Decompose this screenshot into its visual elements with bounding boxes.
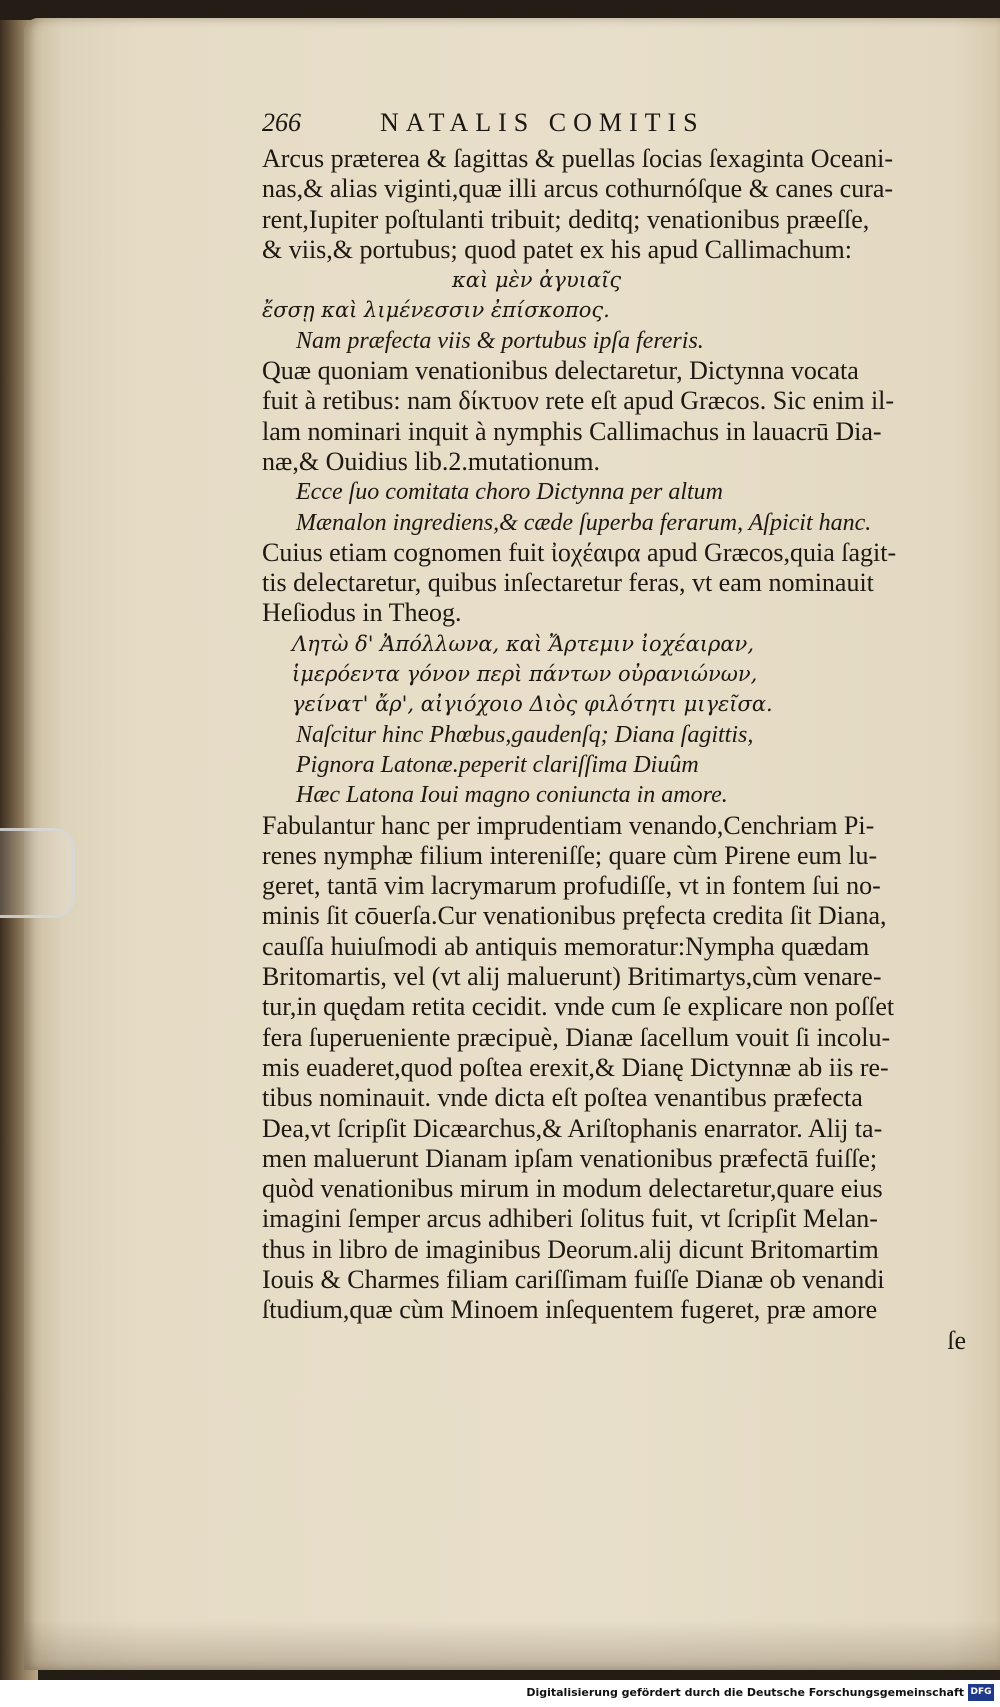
- text-line: Fabulantur hanc per imprudentiam venando,Cenchriam Pi-: [262, 810, 875, 840]
- text-line: rent,Iupiter poſtulanti tribuit; deditq; venationibus præeſſe,: [262, 204, 870, 234]
- text-line: næ,& Ouidius lib.2.mutationum.: [262, 446, 601, 476]
- page-shadow: [24, 1620, 1000, 1670]
- text-line: renes nymphæ filium intereniſſe; quare cùm Pirene eum lu-: [262, 840, 878, 870]
- running-head: NATALIS COMITIS: [380, 108, 705, 137]
- body-text: [262, 144, 972, 1356]
- text-line: Cuius etiam cognomen fuit ἰοχέαιρα apud Græcos,quia ſagit-: [262, 537, 897, 567]
- verse-line: Hæc Latona Ioui magno coniuncta in amore.: [296, 782, 728, 809]
- text-line: geret, tantā vim lacrymarum profudiſſe, vt in fontem ſui no-: [262, 871, 881, 901]
- greek-line: ἔσσῃ καὶ λιμένεσσιν ἐπίσκοπος.: [262, 298, 610, 323]
- text-line: Quæ quoniam venationibus delectaretur, Dictynna vocata: [262, 356, 859, 386]
- verse-line: Ecce ſuo comitata choro Dictynna per altum: [296, 479, 724, 506]
- text-line: cauſſa huiuſmodi ab antiquis memoratur:Nympha quædam: [262, 931, 870, 961]
- text-line: minis ſit cōuerſa.Cur venationibus pręfecta credita ſit Diana,: [262, 901, 887, 931]
- text-line: quòd venationibus mirum in modum delectaretur,quare eius: [262, 1174, 883, 1204]
- greek-line: ἱμερόεντα γόνον περὶ πάντων οὐρανιώνων,: [292, 662, 758, 687]
- greek-line: Λητὼ δ' Ἀπόλλωνα, καὶ Ἄρτεμιν ἰοχέαιραν,: [292, 631, 754, 656]
- page-header: [262, 108, 822, 142]
- text-line: imagini ſemper arcus adhiberi ſolitus fuit, vt ſcripſit Melan-: [262, 1204, 878, 1234]
- text-line: thus in libro de imaginibus Deorum.alij dicunt Britomartim: [262, 1234, 879, 1264]
- text-line: fuit à retibus: nam δίκτυον rete eſt apud Græcos. Sic enim il-: [262, 386, 895, 416]
- text-line: ſtudium,quæ cùm Minoem inſequentem fugeret, præ amore: [262, 1295, 878, 1325]
- text-line: nas,& alias viginti,quæ illi arcus cothurnóſque & canes cura-: [262, 174, 894, 204]
- text-line: Iouis & Charmes filiam cariſſimam fuiſſe Dianæ ob venandi: [262, 1264, 885, 1294]
- greek-line: γείνατ' ἄρ', αἰγιόχοιο Διὸς φιλότητι μιγεῖσα.: [292, 692, 773, 717]
- text-line: Dea,vt ſcripſit Dicæarchus,& Ariſtophanis enarrator. Alij ta-: [262, 1113, 883, 1143]
- greek-line: καὶ μὲν ἀγυιαῖς: [452, 268, 622, 293]
- verse-line: Naſcitur hinc Phœbus,gaudenſq; Diana ſagittis,: [296, 721, 754, 748]
- text-line: tis delectaretur, quibus inſectaretur feras, vt eam nominauit: [262, 568, 874, 598]
- dfg-logo: DFG: [968, 1684, 994, 1701]
- text-line: lam nominari inquit à nymphis Callimachus in lauacrū Dia-: [262, 416, 882, 446]
- footer-credit: Digitalisierung gefördert durch die Deutsche Forschungsgemeinschaft: [526, 1686, 964, 1699]
- text-line: tibus nominauit. vnde dicta eſt poſtea venantibus præfecta: [262, 1083, 863, 1113]
- text-line: men maluerunt Dianam ipſam venationibus præfectā fuiſſe;: [262, 1143, 878, 1173]
- text-line: Arcus præterea & ſagittas & puellas ſocias ſexaginta Oceani-: [262, 144, 893, 173]
- text-line: tur,in quędam retita cecidit. vnde cum ſe explicare non poſſet: [262, 992, 895, 1022]
- text-line: mis euaderet,quod poſtea erexit,& Dianę Dictynnæ ab iis re-: [262, 1052, 889, 1082]
- text-line: Britomartis, vel (vt alij maluerunt) Britimartys,cùm venare-: [262, 962, 882, 992]
- text-line: & viis,& portubus; quod patet ex his apud Callimachum:: [262, 234, 852, 264]
- verse-line: Pignora Latonæ.peperit clariſſima Diuûm: [296, 751, 699, 778]
- footer-bar: [0, 1680, 1000, 1707]
- verse-line: Mænalon ingrediens,& cæde ſuperba ferarum, Aſpicit hanc.: [296, 509, 872, 536]
- page-number: 266: [262, 108, 301, 137]
- page-clip: [0, 828, 75, 918]
- text-line: Heſiodus in Theog.: [262, 598, 462, 628]
- text-line: fera ſuperueniente præcipuè, Dianæ ſacellum vouit ſi incolu-: [262, 1022, 891, 1052]
- catchword: ſe: [947, 1325, 966, 1355]
- verse-line: Nam præfecta viis & portubus ipſa fereris.: [296, 327, 704, 354]
